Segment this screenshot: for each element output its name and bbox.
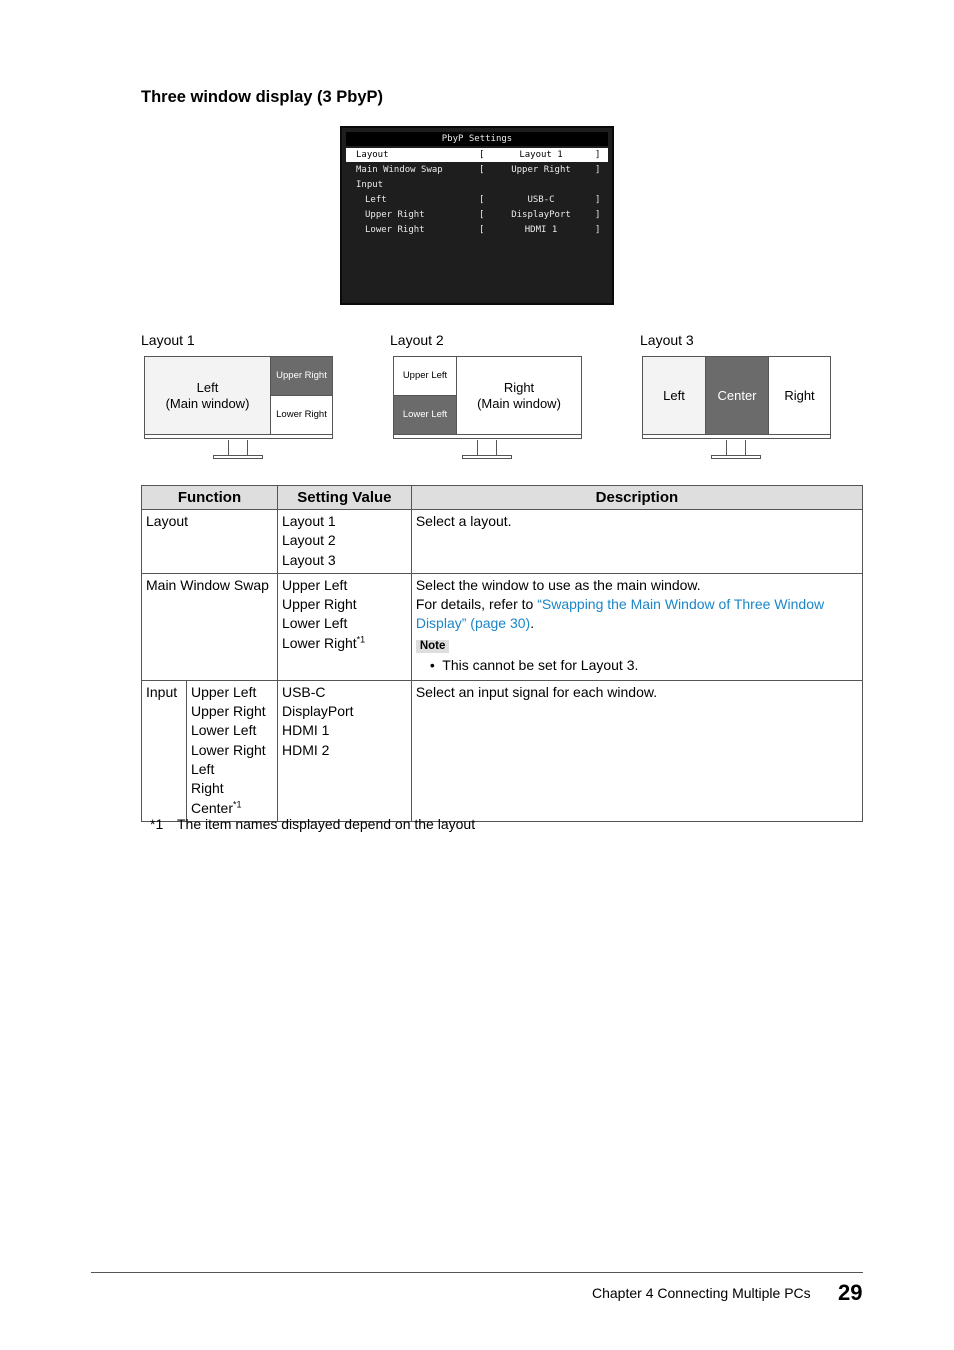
osd-bracket: [ xyxy=(479,165,485,175)
header-setting-value: Setting Value xyxy=(277,486,411,510)
footnote-text: The item names displayed depend on the layout xyxy=(177,816,476,832)
window-name: Lower Right xyxy=(190,741,266,758)
window-name-text: Center xyxy=(190,799,234,816)
setting-value-text: Lower Right xyxy=(281,634,357,651)
pane-label: Left xyxy=(196,379,219,395)
osd-row-value: Layout 1 xyxy=(519,150,563,160)
osd-menu-screenshot xyxy=(340,126,614,305)
footnote-ref: *1 xyxy=(356,634,366,645)
setting-value xyxy=(282,634,407,653)
osd-row-label: Left xyxy=(365,195,387,205)
description-line xyxy=(416,595,858,614)
cell-description: Select an input signal for each window. xyxy=(411,680,862,821)
pane-upper-right: Upper Right xyxy=(271,357,332,396)
pane-center: Center xyxy=(706,357,769,434)
window-name: Upper Left xyxy=(190,683,257,700)
osd-row-value: HDMI 1 xyxy=(524,225,558,235)
osd-bracket: ] xyxy=(595,195,601,205)
osd-bracket: ] xyxy=(595,225,601,235)
monitor-bezel xyxy=(642,435,831,439)
osd-row-value: DisplayPort xyxy=(511,210,571,220)
page-number: 29 xyxy=(838,1280,863,1305)
table-row-input xyxy=(142,680,863,821)
settings-table xyxy=(141,485,863,822)
window-name: Lower Left xyxy=(190,722,257,739)
footnote xyxy=(150,816,475,832)
setting-value: Layout 3 xyxy=(281,551,336,568)
layout-1-monitor-diagram xyxy=(144,356,333,440)
description-text: For details, refer to xyxy=(415,596,538,613)
monitor-neck xyxy=(726,440,746,455)
setting-value: Upper Left xyxy=(281,576,348,593)
section-title: Three window display (3 PbyP) xyxy=(141,88,384,106)
pane-lower-right: Lower Right xyxy=(271,396,332,434)
osd-bracket: ] xyxy=(595,210,601,220)
table-row-main-window-swap xyxy=(142,573,863,680)
osd-row-label: Main Window Swap xyxy=(356,165,443,175)
osd-row-label: Lower Right xyxy=(365,225,425,235)
osd-row-main-window-swap xyxy=(346,163,608,177)
monitor-bezel xyxy=(144,435,333,439)
osd-bracket: [ xyxy=(479,225,485,235)
pane-label: Right xyxy=(503,379,535,395)
cell-windows xyxy=(186,680,277,821)
cell-function: Layout xyxy=(142,510,278,574)
layout-3-monitor-diagram xyxy=(642,356,831,440)
monitor-foot xyxy=(213,455,263,459)
osd-row-upper-right xyxy=(346,208,608,222)
pane-left-main xyxy=(145,357,271,434)
setting-value: Layout 2 xyxy=(281,532,336,549)
monitor-foot xyxy=(711,455,761,459)
pane-left: Left xyxy=(643,357,706,434)
description-line xyxy=(416,614,858,633)
pane-right-main xyxy=(457,357,581,434)
osd-bracket: ] xyxy=(595,150,601,160)
osd-row-input xyxy=(346,178,608,192)
layout-2-monitor-diagram xyxy=(393,356,582,440)
monitor-screen xyxy=(144,356,333,435)
pane-right: Right xyxy=(769,357,830,434)
note-bullet-item: • This cannot be set for Layout 3. xyxy=(429,657,639,674)
osd-row-label: Input xyxy=(356,180,384,190)
description-line: Select the window to use as the main window. xyxy=(415,576,701,593)
osd-row-layout xyxy=(346,148,608,162)
monitor-neck xyxy=(477,440,497,455)
osd-row-label: Layout xyxy=(356,150,389,160)
osd-row-left xyxy=(346,193,608,207)
monitor-bezel xyxy=(393,435,582,439)
cross-reference-link-continued[interactable]: Display” (page 30) xyxy=(415,615,531,632)
osd-bracket: [ xyxy=(479,150,485,160)
monitor-neck xyxy=(228,440,248,455)
setting-value: DisplayPort xyxy=(281,703,354,720)
osd-row-value: Upper Right xyxy=(511,165,571,175)
layout-3-label: Layout 3 xyxy=(640,332,694,348)
pane-lower-left: Lower Left xyxy=(394,396,457,434)
header-function: Function xyxy=(142,486,278,510)
cell-function: Input xyxy=(142,680,187,821)
setting-value: USB-C xyxy=(281,683,326,700)
setting-value: Lower Left xyxy=(281,615,348,632)
cell-setting-values xyxy=(277,573,411,680)
setting-value: HDMI 1 xyxy=(281,722,330,739)
pane-sublabel: (Main window) xyxy=(165,395,250,411)
header-description: Description xyxy=(411,486,862,510)
footer-chapter-title: Chapter 4 Connecting Multiple PCs xyxy=(592,1285,811,1301)
layout-2-label: Layout 2 xyxy=(390,332,444,348)
cell-setting-values xyxy=(277,680,411,821)
cell-description: Select a layout. xyxy=(411,510,862,574)
osd-bracket: ] xyxy=(595,165,601,175)
osd-bracket: [ xyxy=(479,195,485,205)
window-name: Upper Right xyxy=(190,703,266,720)
osd-row-lower-right xyxy=(346,223,608,237)
footer-divider xyxy=(91,1272,863,1273)
setting-value: Layout 1 xyxy=(281,513,336,529)
osd-row-label: Upper Right xyxy=(365,210,425,220)
footnote-mark: *1 xyxy=(150,816,164,832)
osd-title: PbyP Settings xyxy=(346,132,608,146)
cell-description xyxy=(411,573,862,680)
setting-value: HDMI 2 xyxy=(281,741,330,758)
table-row-layout xyxy=(142,510,863,574)
pane-sublabel: (Main window) xyxy=(477,395,561,411)
note-badge: Note xyxy=(416,640,450,653)
cell-function: Main Window Swap xyxy=(142,573,278,680)
cross-reference-link[interactable]: “Swapping the Main Window of Three Window xyxy=(537,596,825,613)
footnote-ref: *1 xyxy=(233,799,242,810)
description-text: . xyxy=(530,615,535,632)
monitor-screen xyxy=(393,356,582,435)
osd-bracket: [ xyxy=(479,210,485,220)
note-bullet-text: This cannot be set for Layout 3. xyxy=(442,657,639,674)
cell-setting-values xyxy=(277,510,411,574)
layout-1-label: Layout 1 xyxy=(141,332,195,348)
osd-row-value: USB-C xyxy=(527,195,555,205)
pane-upper-left: Upper Left xyxy=(394,357,457,396)
window-name: Right xyxy=(190,780,224,797)
monitor-screen xyxy=(642,356,831,435)
table-header-row xyxy=(142,486,863,510)
window-name: Left xyxy=(190,761,215,778)
monitor-foot xyxy=(462,455,512,459)
setting-value: Upper Right xyxy=(281,596,357,613)
